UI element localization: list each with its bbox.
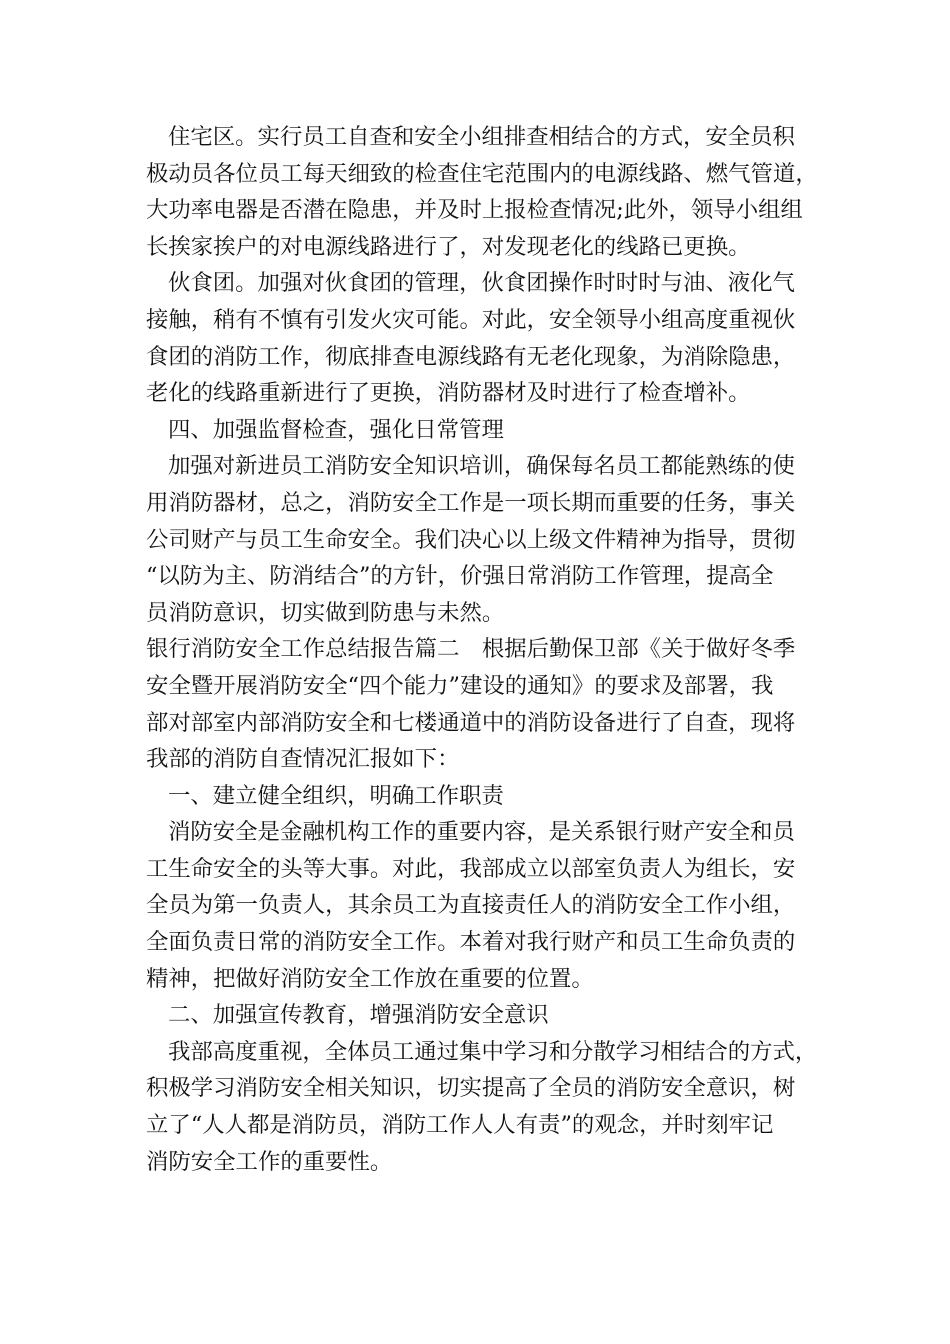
text-line: 一、建立健全组织，明确工作职责	[168, 782, 504, 809]
text-line: 加强对新进员工消防安全知识培训，确保每名员工都能熟练的使	[168, 453, 795, 480]
text-line: 消防安全是金融机构工作的重要内容，是关系银行财产安全和员	[168, 819, 795, 846]
text-line: 全员为第一负责人，其余员工为直接责任人的消防安全工作小组，	[146, 892, 796, 919]
text-line: 立了“人人都是消防员，消防工作人人有责”的观念，并时刻牢记	[146, 1112, 774, 1139]
text-line: “以防为主、防消结合”的方针，价强日常消防工作管理，提高全	[146, 563, 774, 590]
text-line: 食团的消防工作，彻底排查电源线路有无老化现象，为消除隐患，	[146, 343, 796, 370]
text-line: 消防安全工作的重要性。	[146, 1148, 393, 1175]
text-line: 积极学习消防安全相关知识，切实提高了全员的消防安全意识，树	[146, 1075, 796, 1102]
text-line: 银行消防安全工作总结报告篇二 根据后勤保卫部《关于做好冬季	[146, 636, 796, 663]
text-line: 全面负责日常的消防安全工作。本着对我行财产和员工生命负责的	[146, 929, 796, 956]
text-line: 极动员各位员工每天细致的检查住宅范围内的电源线路、燃气管道，	[146, 160, 818, 187]
text-line: 我部的消防自查情况汇报如下：	[146, 746, 460, 773]
text-line: 长挨家挨户的对电源线路进行了，对发现老化的线路已更换。	[146, 233, 751, 260]
text-line: 老化的线路重新进行了更换，消防器材及时进行了检查增补。	[146, 380, 751, 407]
text-line: 大功率电器是否潜在隐患，并及时上报检查情况;此外，领导小组组	[146, 197, 803, 224]
text-line: 公司财产与员工生命安全。我们决心以上级文件精神为指导，贯彻	[146, 526, 796, 553]
text-line: 二、加强宣传教育，增强消防安全意识	[168, 1002, 549, 1029]
text-line: 四、加强监督检查，强化日常管理	[168, 416, 504, 443]
text-line: 接触，稍有不慎有引发火灾可能。对此，安全领导小组高度重视伙	[146, 306, 796, 333]
text-line: 用消防器材，总之，消防安全工作是一项长期而重要的任务，事关	[146, 489, 796, 516]
text-line: 安全暨开展消防安全“四个能力”建设的通知》的要求及部署，我	[146, 672, 774, 699]
document-body	[146, 119, 836, 1180]
text-line: 住宅区。实行员工自查和安全小组排查相结合的方式，安全员积	[168, 124, 795, 150]
text-line: 工生命安全的头等大事。对此，我部成立以部室负责人为组长，安	[146, 855, 796, 882]
text-line: 员消防意识，切实做到防患与未然。	[146, 599, 505, 626]
text-line: 精神，把做好消防安全工作放在重要的位置。	[146, 965, 594, 992]
text-line: 我部高度重视，全体员工通过集中学习和分散学习相结合的方式，	[168, 1038, 818, 1065]
text-line: 伙食团。加强对伙食团的管理，伙食团操作时时时与油、液化气	[168, 270, 795, 297]
text-line: 部对部室内部消防安全和七楼通道中的消防设备进行了自查，现将	[146, 709, 796, 736]
